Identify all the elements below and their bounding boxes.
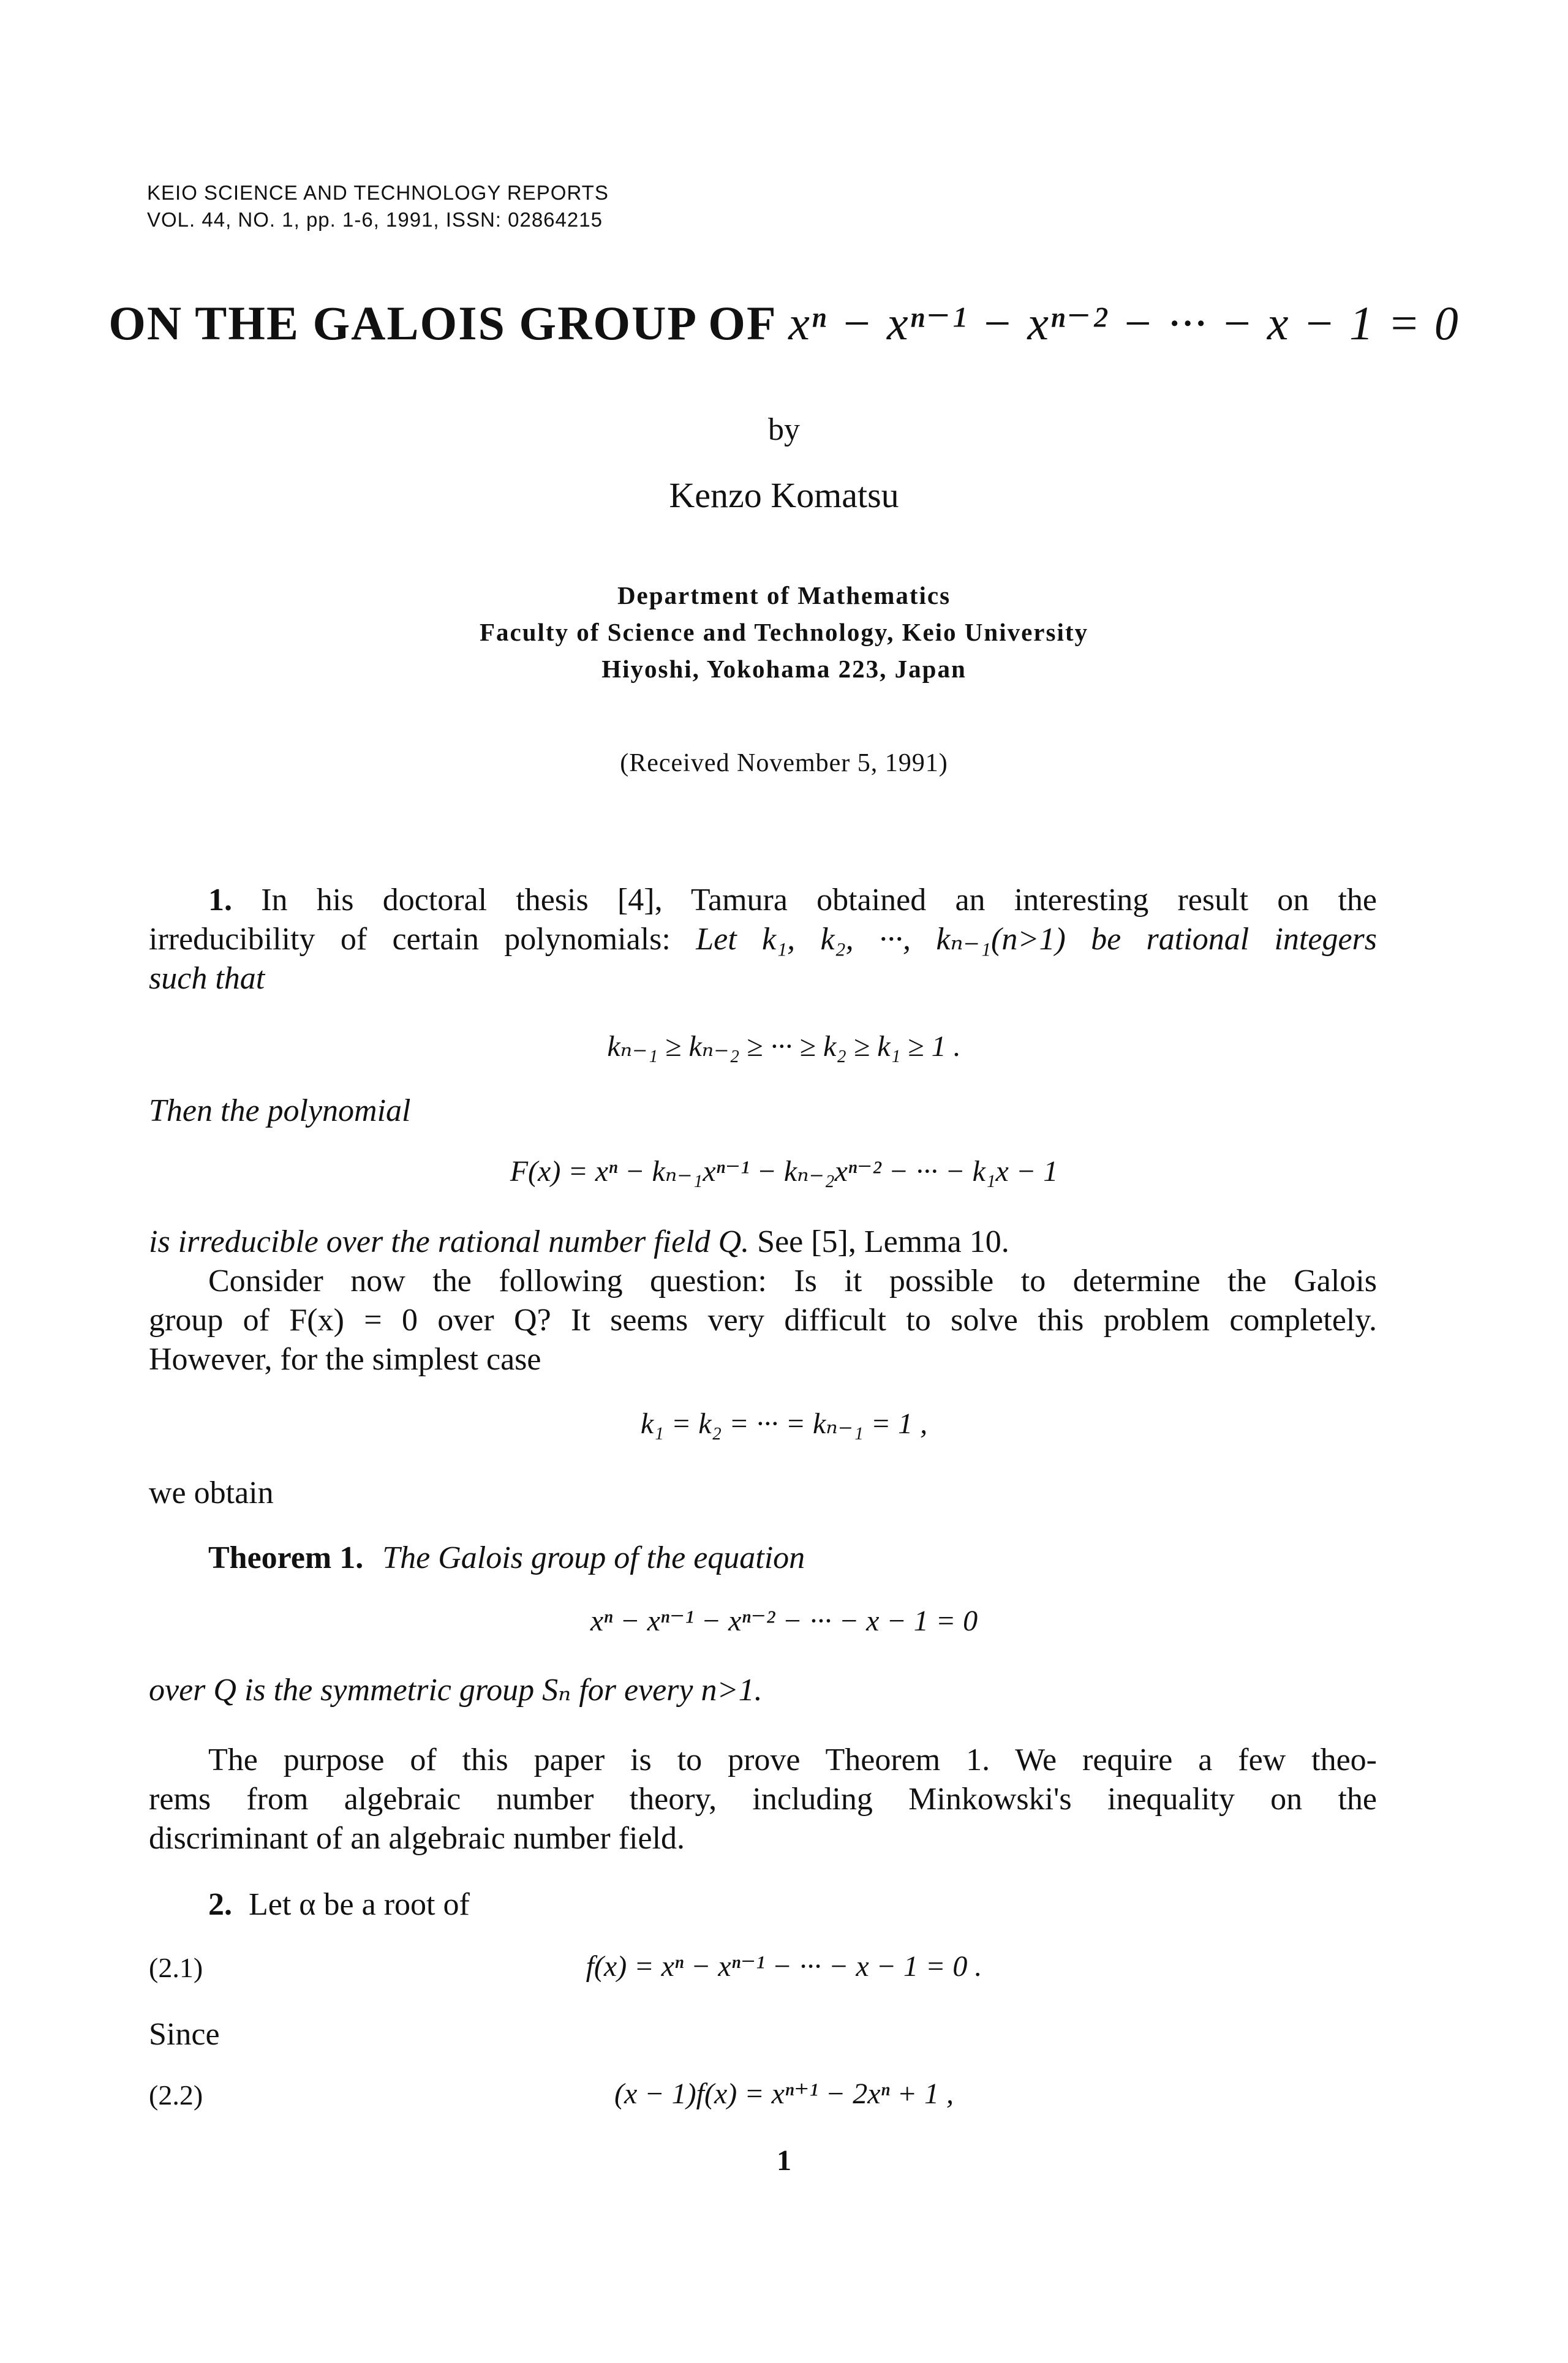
- purpose-line3: discriminant of an algebraic number field.: [149, 1821, 685, 1856]
- equation-simplest-case: k₁ = k₂ = ··· = kₙ₋₁ = 1 ,: [640, 1408, 928, 1440]
- section1-text2b: Let k₁, k₂, ···, kₙ₋₁(n>1) be rational integers: [696, 922, 1378, 957]
- section1-irreducible: is irreducible over the rational number field Q.: [149, 1224, 750, 1259]
- equation-F: F(x) = xⁿ − kₙ₋₁xⁿ⁻¹ − kₙ₋₂xⁿ⁻² − ··· − k₁x − 1: [510, 1155, 1058, 1188]
- equation-2-2: (x − 1)f(x) = xⁿ⁺¹ − 2xⁿ + 1 ,: [614, 2078, 954, 2110]
- title-text: ON THE GALOIS GROUP OF: [108, 296, 775, 350]
- section1-then: Then the polynomial: [149, 1093, 411, 1128]
- equation-2-1: f(x) = xⁿ − xⁿ⁻¹ − ··· − x − 1 = 0 .: [586, 1950, 982, 1983]
- theorem-label: Theorem 1.: [208, 1540, 364, 1575]
- byline-by: by: [768, 412, 800, 447]
- theorem-statement: The Galois group of the equation: [382, 1540, 805, 1575]
- section1-consider2: group of F(x) = 0 over Q? It seems very difficult to solve this problem completely.: [149, 1303, 1377, 1338]
- section2-since: Since: [149, 2017, 220, 2052]
- affiliation-faculty: Faculty of Science and Technology, Keio University: [479, 618, 1089, 646]
- affiliation-department: Department of Mathematics: [617, 581, 951, 609]
- purpose-line1: The purpose of this paper is to prove Theorem 1. We require a few theo-: [208, 1743, 1377, 1777]
- author-name: Kenzo Komatsu: [669, 475, 899, 515]
- theorem-conclusion: over Q is the symmetric group Sₙ for every n>1.: [149, 1673, 763, 1708]
- title-equation: xⁿ − xⁿ⁻¹ − xⁿ⁻² − ··· − x − 1 = 0: [788, 296, 1460, 350]
- section1-text2a: irreducibility of certain polynomials:: [149, 922, 671, 957]
- section2-intro-text: Let α be a root of: [249, 1887, 470, 1922]
- section1-we-obtain: we obtain: [149, 1475, 274, 1510]
- equation-2-1-number: (2.1): [149, 1952, 203, 1983]
- journal-name: KEIO SCIENCE AND TECHNOLOGY REPORTS: [147, 181, 609, 204]
- section1-number: 1.: [208, 883, 232, 918]
- section2-intro: [208, 1885, 1436, 1924]
- equation-inequality: kₙ₋₁ ≥ kₙ₋₂ ≥ ··· ≥ k₂ ≥ k₁ ≥ 1 .: [607, 1030, 961, 1063]
- purpose-line2: rems from algebraic number theory, including Minkowski's inequality on the: [149, 1782, 1377, 1817]
- section1-text1: In his doctoral thesis [4], Tamura obtained an interesting result on the: [261, 883, 1378, 918]
- section1-line2: [149, 920, 1377, 959]
- equation-2-2-number: (2.2): [149, 2079, 203, 2111]
- section1-irreducible-line: [149, 1223, 1377, 1262]
- theorem-1: [208, 1539, 1436, 1578]
- page-number: 1: [777, 2144, 791, 2177]
- affiliation-address: Hiyoshi, Yokohama 223, Japan: [601, 655, 967, 683]
- section1-line3: such that: [149, 961, 265, 996]
- paper-title: [0, 296, 1568, 351]
- theorem-equation: xⁿ − xⁿ⁻¹ − xⁿ⁻² − ··· − x − 1 = 0: [590, 1605, 978, 1637]
- journal-volume-info: VOL. 44, NO. 1, pp. 1-6, 1991, ISSN: 02864215: [147, 208, 603, 231]
- received-date: (Received November 5, 1991): [620, 749, 948, 777]
- section1-consider1: Consider now the following question: Is it possible to determine the Galois: [208, 1264, 1377, 1298]
- section1-see: See [5], Lemma 10.: [757, 1224, 1009, 1259]
- section1-line1: [208, 881, 1377, 920]
- section2-number: 2.: [208, 1887, 232, 1922]
- section1-consider3: However, for the simplest case: [149, 1342, 541, 1377]
